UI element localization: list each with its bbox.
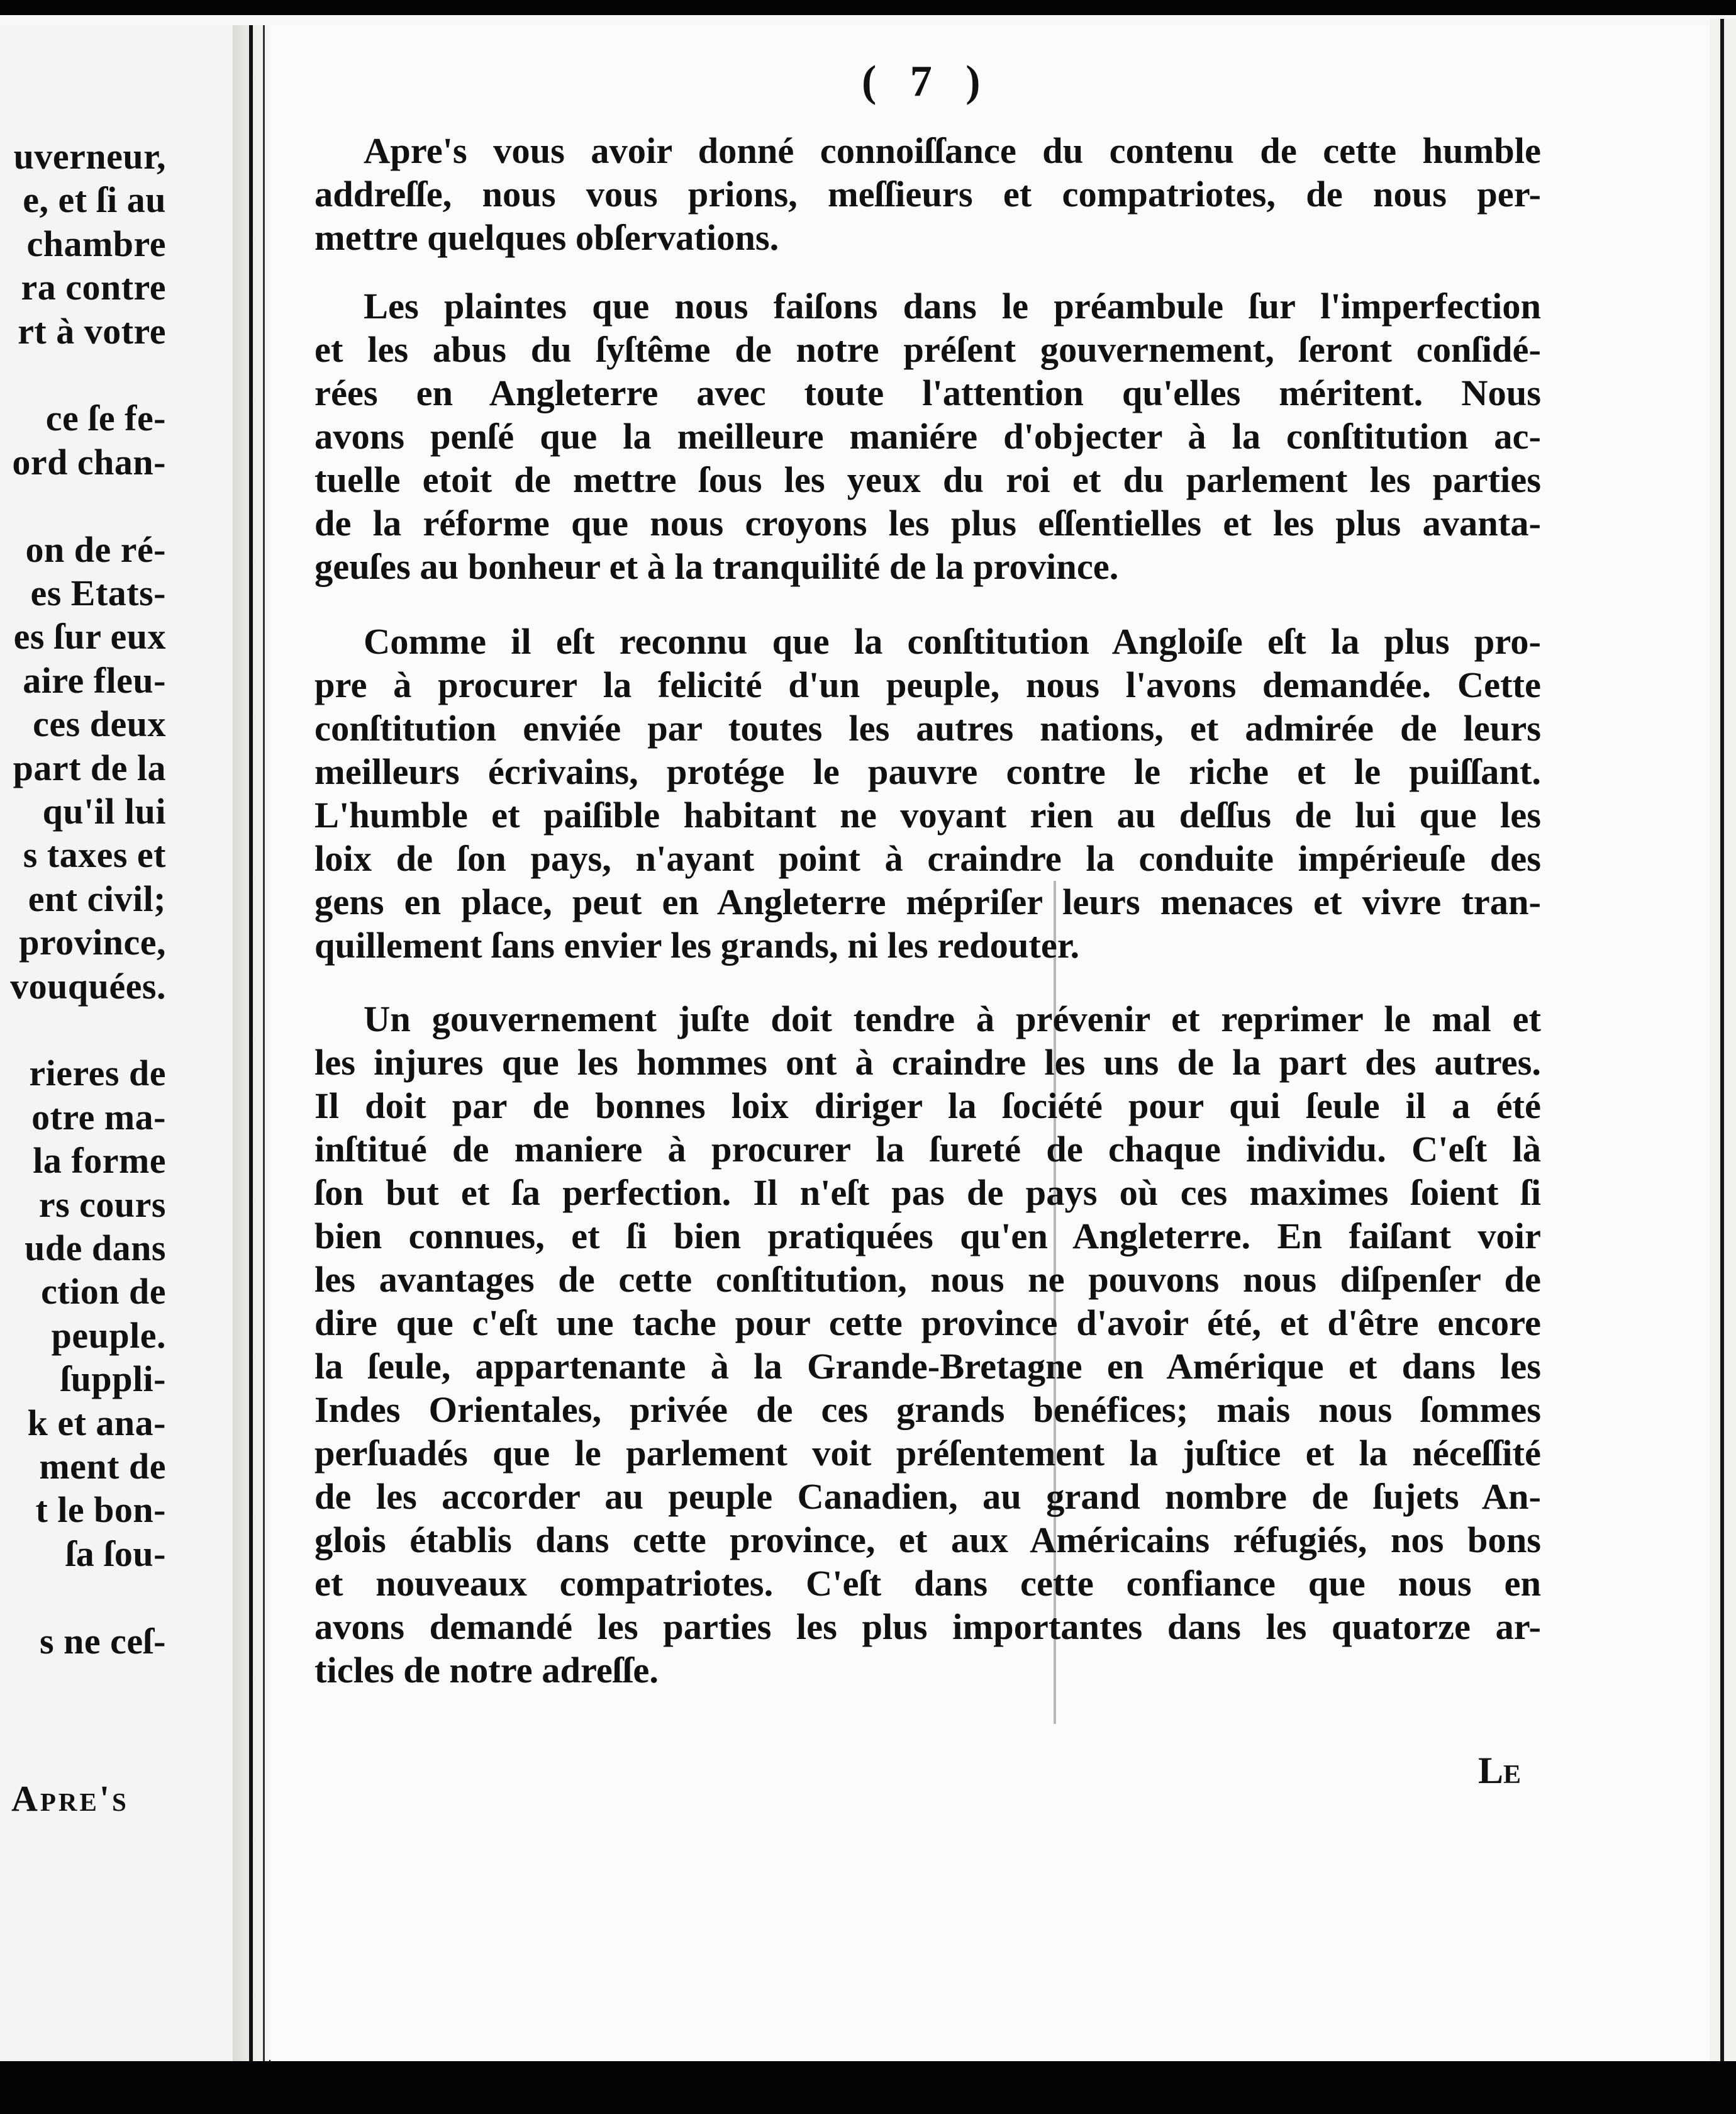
facing-page-line: province,: [19, 922, 166, 963]
text-line: Comme il eſt reconnu que la conſtitution Angloiſe eſt la plus pro-: [364, 621, 1541, 662]
facing-page-line: vouquées.: [10, 965, 166, 1007]
facing-page-line: rieres de: [29, 1053, 166, 1094]
facing-page-line: ſuppli-: [60, 1358, 166, 1400]
text-line: avons penſé que la meilleure maniére d'objecter à la conſtitution ac-: [314, 416, 1541, 457]
facing-page-line: ce ſe fe-: [45, 398, 166, 439]
text-line: Un gouvernement juſte doit tendre à prévenir et reprimer le mal et: [364, 998, 1541, 1039]
facing-page-line: qu'il lui: [42, 791, 166, 832]
text-line: la ſeule, appartenante à la Grande-Bretagne en Amérique et dans les: [314, 1346, 1541, 1387]
facing-page-line: k et ana-: [27, 1402, 166, 1443]
text-line: perſuadés que le parlement voit préſentement la juſtice et la néceſſité: [314, 1433, 1541, 1474]
facing-page-line: ſa ſou-: [65, 1533, 166, 1574]
facing-page-catchword: Apre's: [11, 1778, 129, 1819]
paragraph-3: [314, 620, 1541, 967]
text-line: quillement ſans envier les grands, ni les redouter.: [314, 925, 1080, 966]
text-line: ticles de notre adreſſe.: [314, 1650, 659, 1691]
text-line: geuſes au bonheur et à la tranquilité de la province.: [314, 546, 1119, 587]
text-line: tuelle etoit de mettre ſous les yeux du roi et du parlement les parties: [314, 459, 1541, 500]
facing-page-line: otre ma-: [31, 1096, 166, 1138]
facing-page-line: la forme: [33, 1140, 166, 1182]
text-line: de les accorder au peuple Canadien, au grand nombre de ſujets An-: [314, 1476, 1541, 1517]
paragraph-1: [314, 129, 1541, 259]
text-line: rées en Angleterre avec toute l'attention qu'elles méritent. Nous: [314, 372, 1541, 413]
text-line: addreſſe, nous vous prions, meſſieurs et compatriotes, de nous per-: [314, 174, 1541, 215]
text-line: Indes Orientales, privée de ces grands benéfices; mais nous ſommes: [314, 1389, 1541, 1430]
facing-page-line: t le bon-: [35, 1489, 166, 1531]
paragraph-2: [314, 284, 1541, 588]
facing-page-line: ment de: [39, 1446, 166, 1487]
facing-page-line: aire fleu-: [23, 659, 166, 701]
facing-page-line: es Etats-: [30, 573, 166, 613]
facing-page-line: ude dans: [25, 1228, 166, 1268]
text-line: et nouveaux compatriotes. C'eſt dans cette confiance que nous en: [314, 1563, 1541, 1604]
facing-page-line: e, et ſi au: [23, 179, 166, 221]
scan-bottom-border: [0, 2061, 1736, 2114]
page-number: ( 7 ): [862, 57, 992, 106]
text-line: loix de ſon pays, n'ayant point à craindre la conduite impérieuſe des: [314, 838, 1541, 879]
text-line: gens en place, peut en Angleterre mépriſer leurs menaces et vivre tran-: [314, 881, 1541, 922]
text-line: Apre's vous avoir donné connoiſſance du contenu de cette humble: [364, 130, 1541, 171]
facing-page-line: ent civil;: [28, 878, 166, 919]
facing-page-line: s taxes et: [23, 834, 166, 876]
facing-page-line: ces deux: [33, 703, 166, 745]
facing-page-line: uverneur,: [13, 136, 166, 177]
text-line: inſtitué de maniere à procurer la ſureté de chaque individu. C'eſt là: [314, 1129, 1541, 1170]
text-line: pre à procurer la felicité d'un peuple, nous l'avons demandée. Cette: [314, 664, 1541, 705]
gutter-line: [249, 25, 253, 2061]
paragraph-4: [314, 997, 1541, 1692]
text-line: glois établis dans cette province, et aux Américains réfugiés, nos bons: [314, 1519, 1541, 1560]
catchword: Le: [1478, 1750, 1522, 1791]
text-line: meilleurs écrivains, protége le pauvre contre le riche et le puiſſant.: [314, 751, 1541, 792]
text-line: L'humble et paiſible habitant ne voyant rien au deſſus de lui que les: [314, 795, 1541, 836]
text-line: conſtitution enviée par toutes les autres nations, et admirée de leurs: [314, 708, 1541, 749]
right-edge-line: [1720, 19, 1724, 2064]
facing-page-line: rt à votre: [18, 310, 166, 352]
text-line: de la réforme que nous croyons les plus eſſentielles et les plus avanta-: [314, 503, 1541, 544]
facing-page-line: on de ré-: [25, 528, 166, 570]
facing-page-line: part de la: [13, 747, 166, 788]
facing-page-line: ction de: [41, 1271, 166, 1312]
text-line: dire que c'eſt une tache pour cette province d'avoir été, et d'être encore: [314, 1302, 1541, 1343]
text-line: Les plaintes que nous faiſons dans le préambule ſur l'imperfection: [364, 286, 1541, 327]
text-line: et les abus du ſyſtême de notre préſent gouvernement, ſeront conſidé-: [314, 329, 1541, 370]
facing-page-line: s ne ceſ-: [40, 1620, 166, 1662]
gutter-line-inner: [263, 25, 265, 2061]
text-line: avons demandé les parties les plus importantes dans les quatorze ar-: [314, 1606, 1541, 1647]
text-line: bien connues, et ſi bien pratiquées qu'en Angleterre. En faiſant voir: [314, 1216, 1541, 1256]
text-line: Il doit par de bonnes loix diriger la ſociété pour qui ſeule il a été: [314, 1085, 1541, 1126]
facing-page-line: ra contre: [21, 267, 166, 308]
facing-page: [0, 25, 233, 2061]
facing-page-line: rs cours: [38, 1183, 166, 1225]
facing-page-line: es ſur eux: [13, 616, 166, 657]
facing-page-line: peuple.: [51, 1314, 166, 1356]
text-line: les injures que les hommes ont à craindre les uns de la part des autres.: [314, 1042, 1541, 1083]
text-line: mettre quelques obſervations.: [314, 217, 779, 258]
text-line: ſon but et ſa perfection. Il n'eſt pas de pays où ces maximes ſoient ſi: [314, 1172, 1541, 1213]
text-line: les avantages de cette conſtitution, nous ne pouvons nous diſpenſer de: [314, 1259, 1541, 1300]
facing-page-line: ord chan-: [12, 441, 166, 483]
facing-page-line: chambre: [26, 223, 166, 264]
